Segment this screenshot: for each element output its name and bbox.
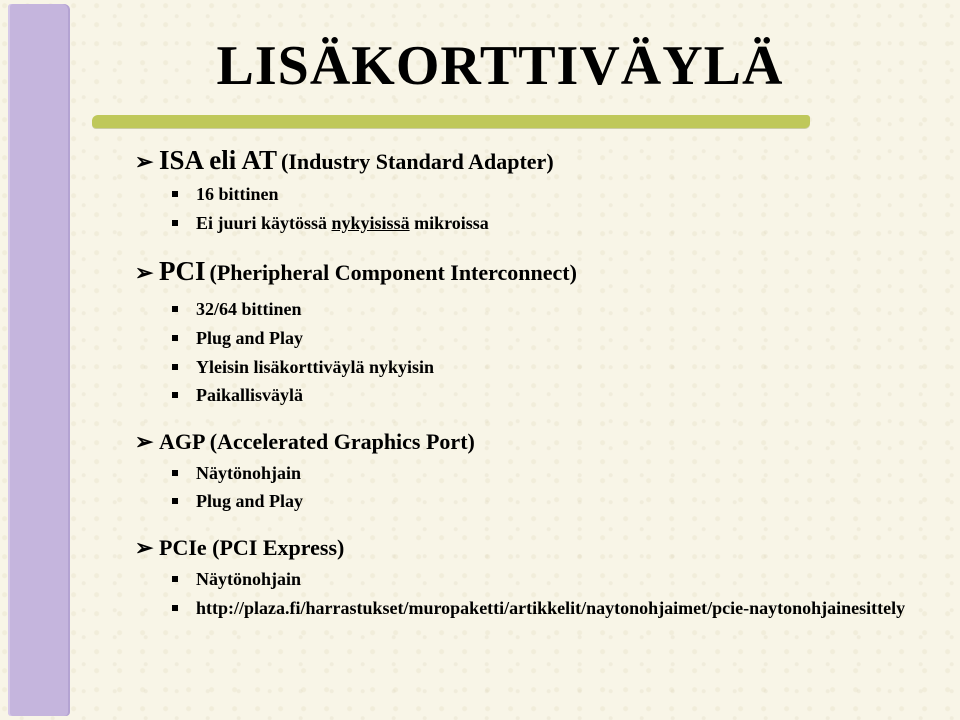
section-heading-pcie xyxy=(135,535,344,561)
list-item-text-end: mikroissa xyxy=(409,213,489,233)
list-item xyxy=(172,299,302,320)
list-item xyxy=(172,491,303,512)
square-bullet-icon xyxy=(172,576,178,582)
square-bullet-icon xyxy=(172,364,178,370)
square-bullet-icon xyxy=(172,605,178,611)
list-item xyxy=(172,184,279,205)
section-heading-title: ISA eli AT xyxy=(159,145,278,175)
list-item-text: Näytönohjain xyxy=(196,463,302,483)
list-item-text: 32/64 bittinen xyxy=(196,299,302,319)
list-item xyxy=(172,357,434,378)
arrow-bullet-icon: ➢ xyxy=(135,535,154,560)
list-item xyxy=(172,569,301,590)
square-bullet-icon xyxy=(172,220,178,226)
list-item-text: Plug and Play xyxy=(196,491,304,511)
list-item-text: Plug and Play xyxy=(196,328,304,348)
square-bullet-icon xyxy=(172,335,178,341)
list-item-text: Paikallisväylä xyxy=(196,385,304,405)
slide-title: LISÄKORTTIVÄYLÄ xyxy=(216,35,784,97)
section-heading-detail: (Industry Standard Adapter) xyxy=(281,149,554,174)
underlined-word: nykyisissä xyxy=(331,213,410,233)
list-item xyxy=(172,598,926,619)
link-url-text: http://plaza.fi/harrastukset/muropaketti/artikkelit/naytonohjaimet/pcie-naytonohjainesittely xyxy=(196,598,906,618)
square-bullet-icon xyxy=(172,470,178,476)
section-heading-title: AGP (Accelerated Graphics Port) xyxy=(159,429,475,454)
square-bullet-icon xyxy=(172,498,178,504)
arrow-bullet-icon: ➢ xyxy=(135,149,154,174)
list-item xyxy=(172,328,303,349)
section-heading-detail: (Pheripheral Component Interconnect) xyxy=(209,260,577,285)
section-heading-pci xyxy=(135,256,577,287)
list-item-text-start: Ei juuri käytössä xyxy=(196,213,332,233)
section-heading-title: PCIe (PCI Express) xyxy=(159,535,345,560)
list-item xyxy=(172,385,303,406)
list-item-text: Näytönohjain xyxy=(196,569,302,589)
square-bullet-icon xyxy=(172,191,178,197)
arrow-bullet-icon: ➢ xyxy=(135,429,154,454)
section-heading-isa xyxy=(135,145,554,176)
list-item xyxy=(172,463,301,484)
list-item xyxy=(172,213,489,234)
list-item-text: Yleisin lisäkorttiväylä nykyisin xyxy=(196,357,435,377)
square-bullet-icon xyxy=(172,306,178,312)
section-heading-agp xyxy=(135,429,475,455)
arrow-bullet-icon: ➢ xyxy=(135,260,154,285)
square-bullet-icon xyxy=(172,392,178,398)
list-item-text xyxy=(196,213,489,234)
section-heading-title: PCI xyxy=(159,256,206,286)
list-item-text: 16 bittinen xyxy=(196,184,279,204)
